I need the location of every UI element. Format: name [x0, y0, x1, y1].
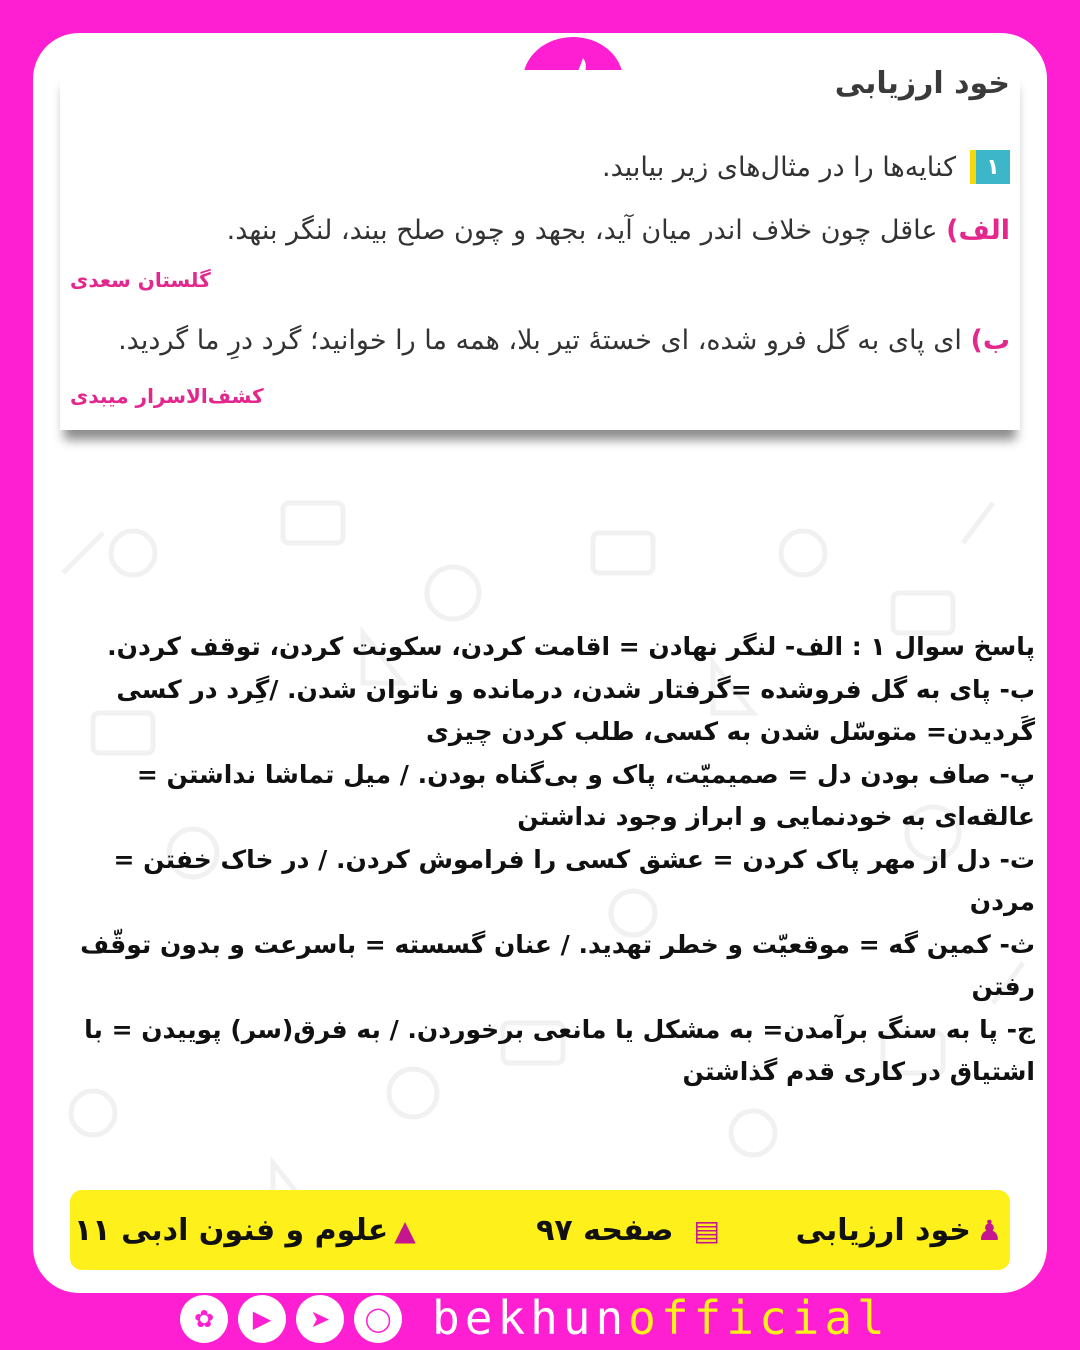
answer-line-2: ب- پای به گل فروشده =گرفتار شدن، درمانده و ناتوان شدن. /گِرد در کسی گَردیدن= متوسّل شدن به کسی، طلب کردن چیزی: [116, 674, 1035, 746]
footer-banner: [70, 1190, 1010, 1270]
answer-line-6: ج- پا به سنگ برآمدن= به مشکل یا مانعی برخوردن. / به فرق(سر) پوییدن = با اشتیاق در کاری قدم گذاشتن: [84, 1014, 1035, 1086]
footer-book: [74, 1190, 416, 1270]
item-a-source: گلستان سعدی: [70, 268, 211, 292]
footer-section-label: خود ارزیابی: [795, 1212, 971, 1248]
question-number: ۱: [970, 150, 1010, 184]
footer-page: [536, 1190, 720, 1270]
item-a: [227, 215, 1010, 246]
instagram-icon[interactable]: ◯: [354, 1295, 402, 1343]
youtube-icon[interactable]: ▶: [238, 1295, 286, 1343]
footer-book-label: علوم و فنون ادبی ۱۱: [74, 1212, 389, 1248]
item-b-marker: ب): [970, 325, 1010, 356]
aparat-icon[interactable]: ✿: [180, 1295, 228, 1343]
question-text: کنایه‌ها را در مثال‌های زیر بیابید.: [601, 151, 956, 183]
answer-text: [75, 626, 1035, 1094]
teacher-icon: ♟: [976, 1213, 1002, 1247]
footer-page-label: صفحه ۹۷: [536, 1212, 674, 1248]
textbook-excerpt: [60, 66, 1020, 430]
answer-line-1: پاسخ سوال ۱ : الف- لنگر نهادن = اقامت کردن، سکونت کردن، توقف کردن.: [107, 632, 1035, 661]
graduation-cap-icon: ▲: [394, 1213, 416, 1247]
textbook-title: خود ارزیابی: [834, 66, 1010, 101]
answer-line-5: ث- کمین گه = موقعیّت و خطر تهدید. / عنان گسسته = باسرعت و بدون توقّف رفتن: [80, 929, 1035, 1001]
item-b: [118, 325, 1010, 356]
brand-handle: [432, 1288, 890, 1348]
item-b-source: کشف‌الاسرار میبدی: [70, 384, 264, 408]
open-book-icon: ▤: [693, 1213, 720, 1247]
item-a-text: عاقل چون خلاف اندر میان آید، بجهد و چون صلح بیند، لنگر بنهد.: [226, 215, 938, 246]
telegram-icon[interactable]: ➤: [296, 1295, 344, 1343]
answer-line-4: ت- دل از مهر پاک کردن = عشق کسی را فراموش کردن. / در خاک خفتن = مردن: [113, 844, 1035, 916]
brand-part-1: bekhun: [432, 1291, 629, 1345]
question-row: [602, 150, 1010, 184]
brand-part-2: official: [628, 1291, 890, 1345]
footer-section: [796, 1190, 1002, 1270]
item-b-text: ای پای به گل فرو شده، ای خستهٔ تیر بلا، همه ما را خوانید؛ گرد درِ ما گردید.: [118, 325, 962, 356]
social-icons: [180, 1290, 402, 1348]
answer-line-3: پ- صاف بودن دل = صمیمیّت، پاک و بی‌گناه بودن. / میل تماشا نداشتن = عالقه‌ای به خودنمایی و ابراز وجود نداشتن: [136, 759, 1035, 831]
item-a-marker: الف): [946, 215, 1010, 246]
